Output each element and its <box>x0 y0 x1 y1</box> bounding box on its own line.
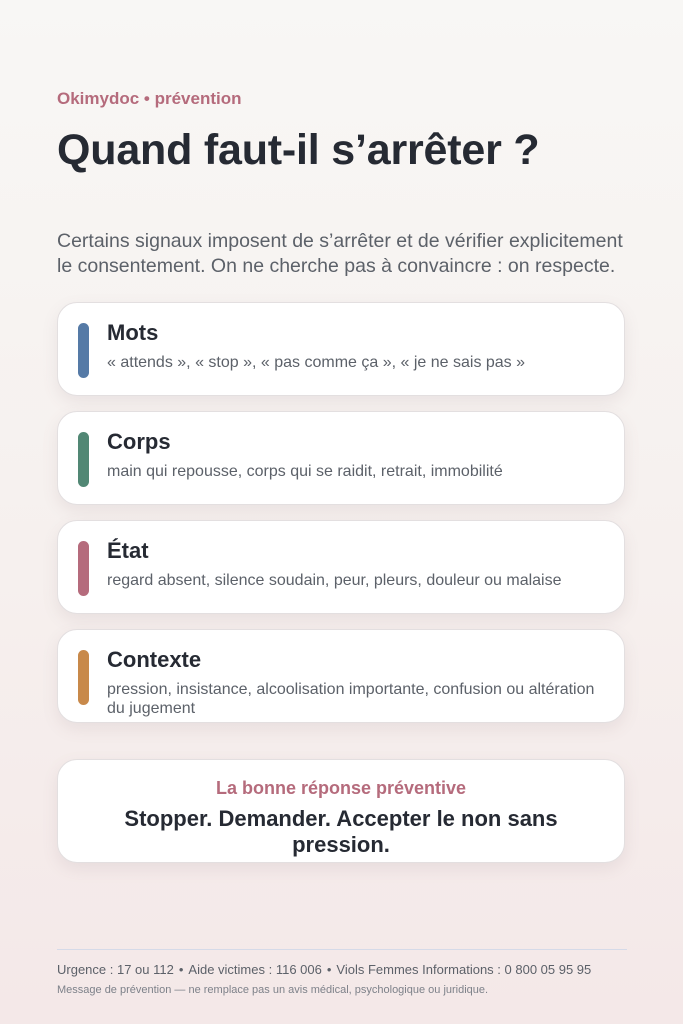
signal-description: « attends », « stop », « pas comme ça », « je ne sais pas » <box>107 354 526 371</box>
page-title: Quand faut-il s’arrêter ? <box>57 126 540 174</box>
footer-divider <box>57 949 627 950</box>
signal-card-contexte <box>57 629 625 723</box>
signal-color-bar <box>78 432 89 487</box>
signal-color-bar <box>78 541 89 596</box>
signal-color-bar <box>78 323 89 378</box>
signal-description: regard absent, silence soudain, peur, pleurs, douleur ou malaise <box>107 572 562 589</box>
signal-card-corps <box>57 411 625 505</box>
emergency-contacts <box>57 962 591 977</box>
brand-label: Okimydoc • prévention <box>57 89 242 108</box>
signal-title: État <box>107 538 149 563</box>
separator-dot: • <box>326 962 332 977</box>
signal-title: Mots <box>107 320 159 345</box>
signal-card-mots <box>57 302 625 396</box>
signal-description: main qui repousse, corps qui se raidit, retrait, immobilité <box>107 463 503 480</box>
signal-card-etat <box>57 520 625 614</box>
signal-description: pression, insistance, alcoolisation importante, confusion ou altération du jugement <box>107 681 595 717</box>
aide-victimes-number: Aide victimes : 116 006 <box>188 962 322 977</box>
signal-title: Corps <box>107 429 171 454</box>
signal-title: Contexte <box>107 647 202 672</box>
disclaimer-text: Message de prévention — ne remplace pas un avis médical, psychologique ou juridique. <box>57 984 489 996</box>
intro-text: Certains signaux imposent de s’arrêter et de vérifier explicitement le consentement. On ne cherche pas à convaincre : on respecte. <box>57 230 623 277</box>
answer-label: La bonne réponse préventive <box>215 778 467 798</box>
signal-color-bar <box>78 650 89 705</box>
answer-card <box>57 759 625 863</box>
viols-femmes-number: Viols Femmes Informations : 0 800 05 95 95 <box>336 962 592 977</box>
separator-dot: • <box>178 962 184 977</box>
answer-text: Stopper. Demander. Accepter le non sans pression. <box>124 806 558 857</box>
urgence-number: Urgence : 17 ou 112 <box>57 962 174 977</box>
